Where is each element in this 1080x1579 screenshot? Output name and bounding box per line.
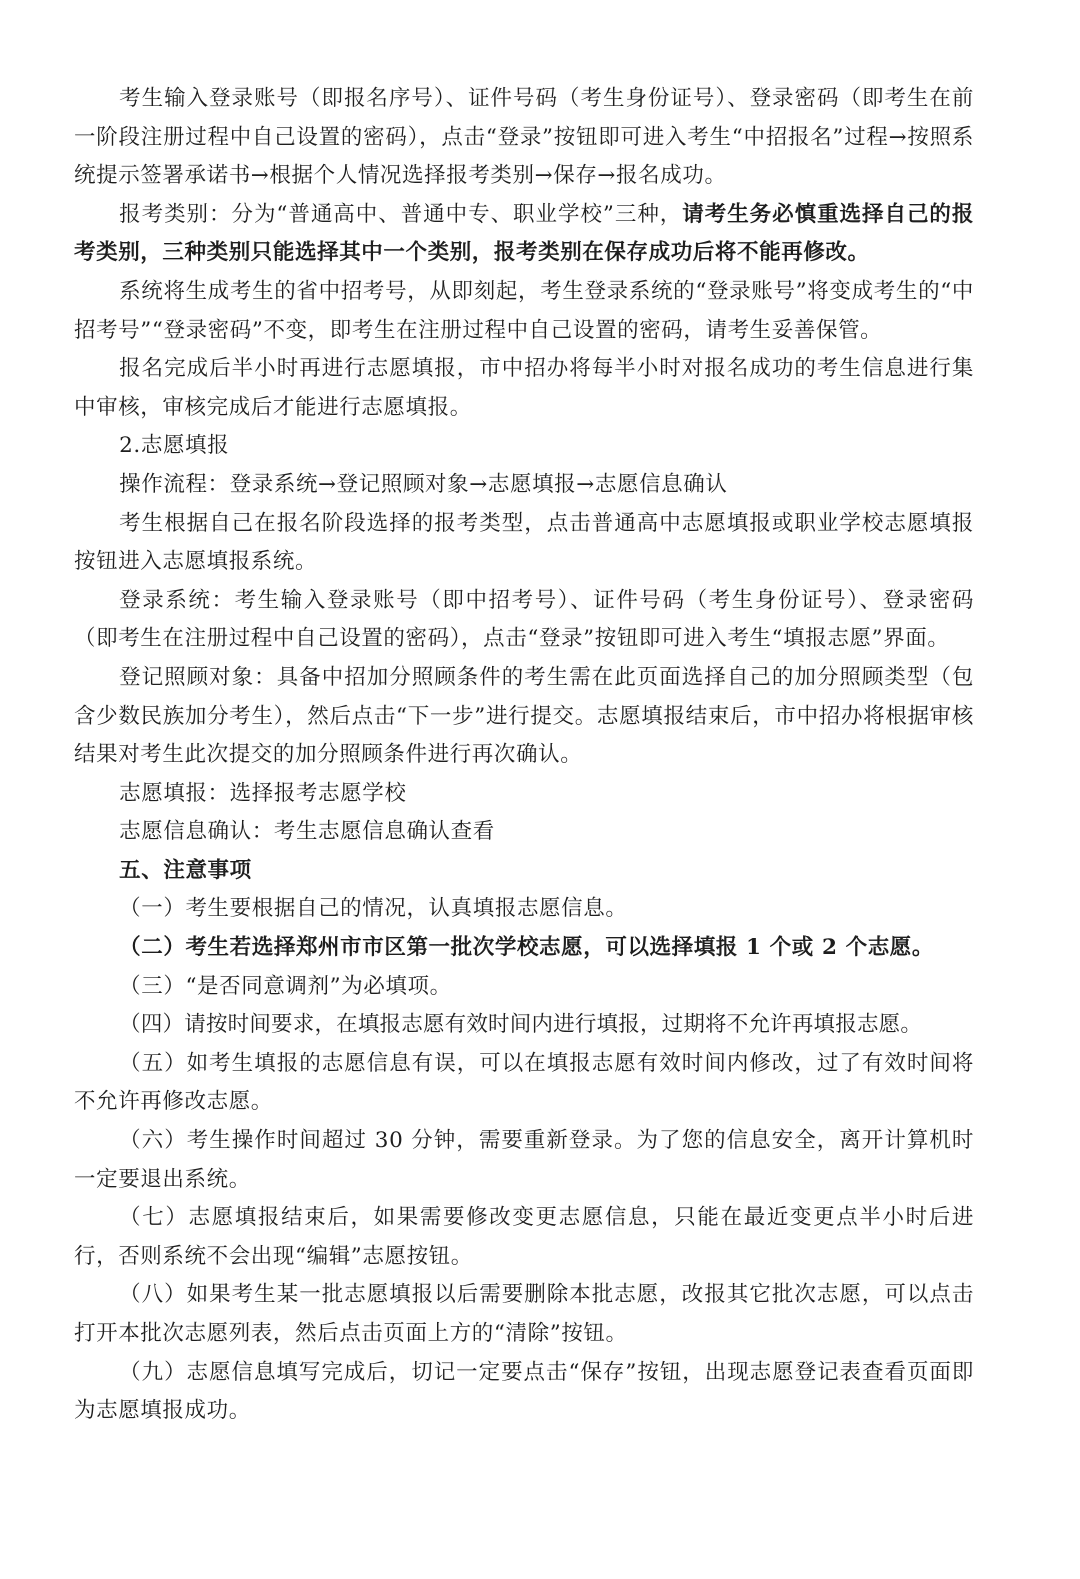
paragraph-review: 报名完成后半小时再进行志愿填报，市中招办将每半小时对报名成功的考生信息进行集中审核，审核完成后才能进行志愿填报。	[74, 356, 974, 420]
note-item-8: （八）如果考生某一批志愿填报以后需要删除本批志愿，改报其它批次志愿，可以点击打开本批次志愿列表，然后点击页面上方的“清除”按钮。	[74, 1282, 974, 1346]
paragraph-exam-category	[74, 196, 974, 273]
note-item-5: （五）如考生填报的志愿信息有误，可以在填报志愿有效时间内修改，过了有效时间将不允许再修改志愿。	[74, 1050, 974, 1115]
note-item-3: （三）“是否同意调剂”为必填项。	[119, 973, 452, 999]
exam-category-warning: 请考生务必慎重选择自己的报考类别，三种类别只能选择其中一个类别，报考类别在保存成功后将不能再修改。	[74, 201, 974, 266]
note-item-7: （七）志愿填报结束后，如果需要修改变更志愿信息，只能在最近变更点半小时后进行，否则系统不会出现“编辑”志愿按钮。	[74, 1205, 974, 1269]
paragraph-care-object: 登记照顾对象：具备中招加分照顾条件的考生需在此页面选择自己的加分照顾类型（包含少数民族加分考生），然后点击“下一步”进行提交。志愿填报结束后，市中招办将根据审核结果对考生此次提交的加分照顾条件进行再次确认。	[74, 664, 974, 768]
paragraph-workflow: 操作流程：登录系统→登记照顾对象→志愿填报→志愿信息确认	[119, 471, 728, 497]
paragraph-choose-type: 考生根据自己在报名阶段选择的报考类型，点击普通高中志愿填报或职业学校志愿填报按钮进入志愿填报系统。	[74, 510, 974, 575]
document-page	[74, 80, 974, 1431]
note-item-4: （四）请按时间要求，在填报志愿有效时间内进行填报，过期将不允许再填报志愿。	[119, 1012, 923, 1038]
note-item-6: （六）考生操作时间超过 30 分钟，需要重新登录。为了您的信息安全，离开计算机时一定要退出系统。	[74, 1128, 974, 1192]
paragraph-volunteer-confirm: 志愿信息确认：考生志愿信息确认查看	[119, 819, 495, 845]
note-item-2: （二）考生若选择郑州市市区第一批次学校志愿，可以选择填报 1 个或 2 个志愿。	[119, 935, 935, 961]
note-item-9: （九）志愿信息填写完成后，切记一定要点击“保存”按钮，出现志愿登记表查看页面即为志愿填报成功。	[74, 1359, 974, 1424]
section-title-volunteer: 2.志愿填报	[119, 433, 230, 459]
paragraph-volunteer-fill: 志愿填报：选择报考志愿学校	[119, 780, 407, 806]
paragraph-exam-number: 系统将生成考生的省中招考号，从即刻起，考生登录系统的“登录账号”将变成考生的“中招考号”“登录密码”不变，即考生在注册过程中自己设置的密码，请考生妥善保管。	[74, 278, 974, 343]
section-title-notes: 五、注意事项	[119, 857, 252, 883]
paragraph-login-steps: 考生输入登录账号（即报名序号）、证件号码（考生身份证号）、登录密码（即考生在前一阶段注册过程中自己设置的密码），点击“登录”按钮即可进入考生“中招报名”过程→按照系统提示签署承诺书→根据个人情况选择报考类别→保存→报名成功。	[74, 86, 974, 189]
exam-category-intro: 报考类别：分为“普通高中、普通中专、职业学校”三种，	[119, 201, 683, 227]
note-item-1: （一）考生要根据自己的情况，认真填报志愿信息。	[119, 896, 628, 922]
paragraph-login-system: 登录系统：考生输入登录账号（即中招考号）、证件号码（考生身份证号）、登录密码（即考生在注册过程中自己设置的密码），点击“登录”按钮即可进入考生“填报志愿”界面。	[74, 587, 974, 652]
